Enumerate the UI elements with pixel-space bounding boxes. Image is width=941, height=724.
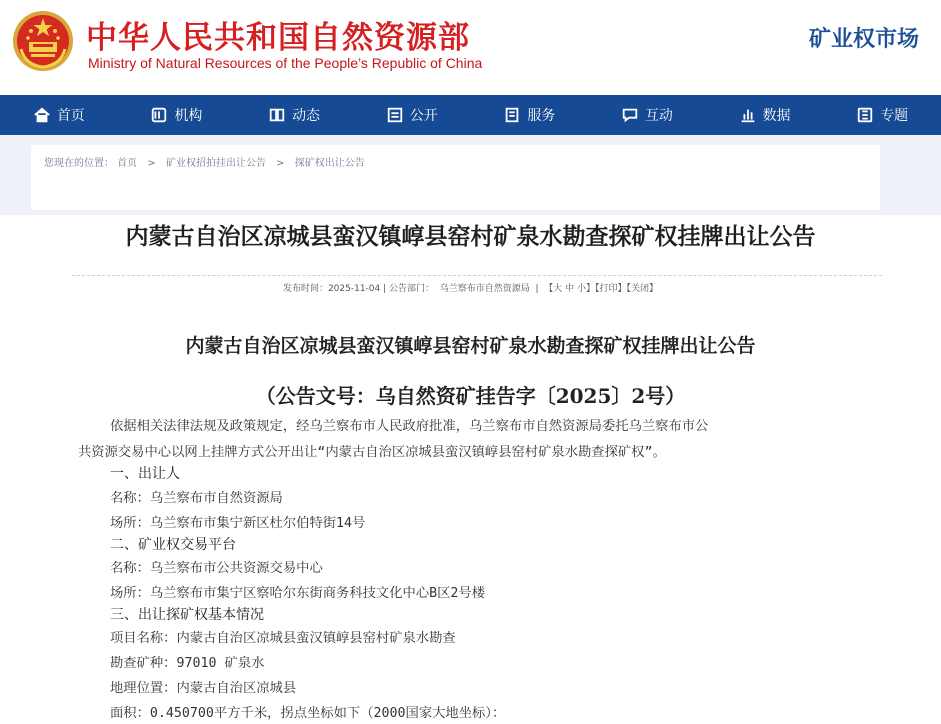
publish-dept: 乌兰察布市自然资源局 [439, 284, 530, 294]
nav-item-org[interactable] [118, 95, 236, 135]
body-line: 场所：乌兰察布市集宁新区杜尔伯特街14号 [110, 516, 366, 531]
body-line: 勘查矿种：97010 矿泉水 [110, 656, 265, 671]
nav-label: 动态 [292, 108, 321, 124]
breadcrumb-level1-link[interactable]: 矿业权招拍挂出让公告 [165, 158, 266, 169]
nav-label: 公开 [409, 108, 438, 124]
data-icon [739, 106, 757, 124]
site-header [0, 0, 941, 95]
title-divider [72, 275, 882, 276]
service-icon [503, 106, 521, 124]
print-link[interactable]: 【打印】 [595, 284, 627, 294]
nav-item-home[interactable] [0, 95, 118, 135]
nav-item-public[interactable] [353, 95, 471, 135]
nav-item-data[interactable] [706, 95, 824, 135]
section-title[interactable]: 矿业权市场 [808, 27, 919, 52]
section-heading: 一、出让人 [110, 466, 180, 482]
news-icon [268, 106, 286, 124]
font-size-toggle[interactable]: 【大 中 小】 [544, 284, 596, 294]
intro-paragraph-line2: 共资源交易中心以网上挂牌方式公开出让“内蒙古自治区凉城县蛮汉镇崞县窑村矿泉水勘查探矿权”。 [78, 445, 666, 460]
section-heading: 二、矿业权交易平台 [110, 537, 236, 553]
nav-label: 专题 [880, 108, 909, 124]
public-icon [386, 106, 404, 124]
nav-item-news[interactable] [235, 95, 353, 135]
breadcrumb [44, 154, 365, 169]
breadcrumb-level2-link[interactable]: 探矿权出让公告 [294, 158, 365, 169]
breadcrumb-separator: > [276, 158, 285, 169]
section-heading: 三、出让探矿权基本情况 [110, 607, 264, 623]
announcement-title: 内蒙古自治区凉城县蛮汉镇崞县窑村矿泉水勘查探矿权挂牌出让公告 [185, 335, 756, 357]
org-icon [150, 106, 168, 124]
ministry-title-en: Ministry of Natural Resources of the People’s Republic of China [88, 55, 483, 71]
nav-item-topic[interactable] [823, 95, 941, 135]
nav-item-service[interactable] [471, 95, 589, 135]
body-line: 场所：乌兰察布市集宁区察哈尔东街商务科技文化中心B区2号楼 [110, 586, 486, 601]
body-line: 名称：乌兰察布市公共资源交易中心 [110, 561, 323, 576]
body-line: 面积：0.450700平方千米，拐点坐标如下（2000国家大地坐标）： [110, 706, 506, 721]
body-line: 地理位置：内蒙古自治区凉城县 [110, 681, 297, 696]
nav-label: 机构 [174, 108, 203, 124]
home-icon [33, 106, 51, 124]
body-line: 名称：乌兰察布市自然资源局 [110, 491, 283, 506]
nav-label: 服务 [527, 108, 556, 124]
dept-label: 公告部门： [389, 284, 435, 294]
nav-label: 数据 [762, 108, 791, 124]
breadcrumb-separator: > [147, 158, 156, 169]
ministry-title-cn: 中华人民共和国自然资源部 [86, 20, 470, 56]
national-emblem-icon [11, 9, 75, 73]
article-title: 内蒙古自治区凉城县蛮汉镇崞县窑村矿泉水勘查探矿权挂牌出让公告 [125, 223, 816, 250]
chat-icon [621, 106, 639, 124]
nav-label: 首页 [56, 108, 85, 124]
close-link[interactable]: 【关闭】 [626, 284, 659, 294]
article-meta: 发布时间：2025-11-04 | 公告部门： 乌兰察布市自然资源局 | 【大 中 小】【打印】【关闭】 [282, 284, 659, 294]
date-label: 发布时间： [282, 284, 328, 294]
intro-paragraph-line1: 依据相关法律法规及政策规定，经乌兰察布市人民政府批准，乌兰察布市自然资源局委托乌兰察布市公 [110, 419, 709, 434]
document-number: （公告文号：乌自然资矿挂告字〔2025〕2号） [255, 384, 686, 408]
topic-icon [856, 106, 874, 124]
breadcrumb-prefix: 您现在的位置： [44, 158, 114, 169]
breadcrumb-home-link[interactable]: 首页 [117, 158, 138, 169]
nav-item-interact[interactable] [588, 95, 706, 135]
publish-date: 2025-11-04 [327, 284, 381, 294]
nav-label: 互动 [644, 108, 673, 124]
body-line: 项目名称：内蒙古自治区凉城县蛮汉镇崞县窑村矿泉水勘查 [110, 631, 456, 646]
main-nav [0, 95, 941, 135]
